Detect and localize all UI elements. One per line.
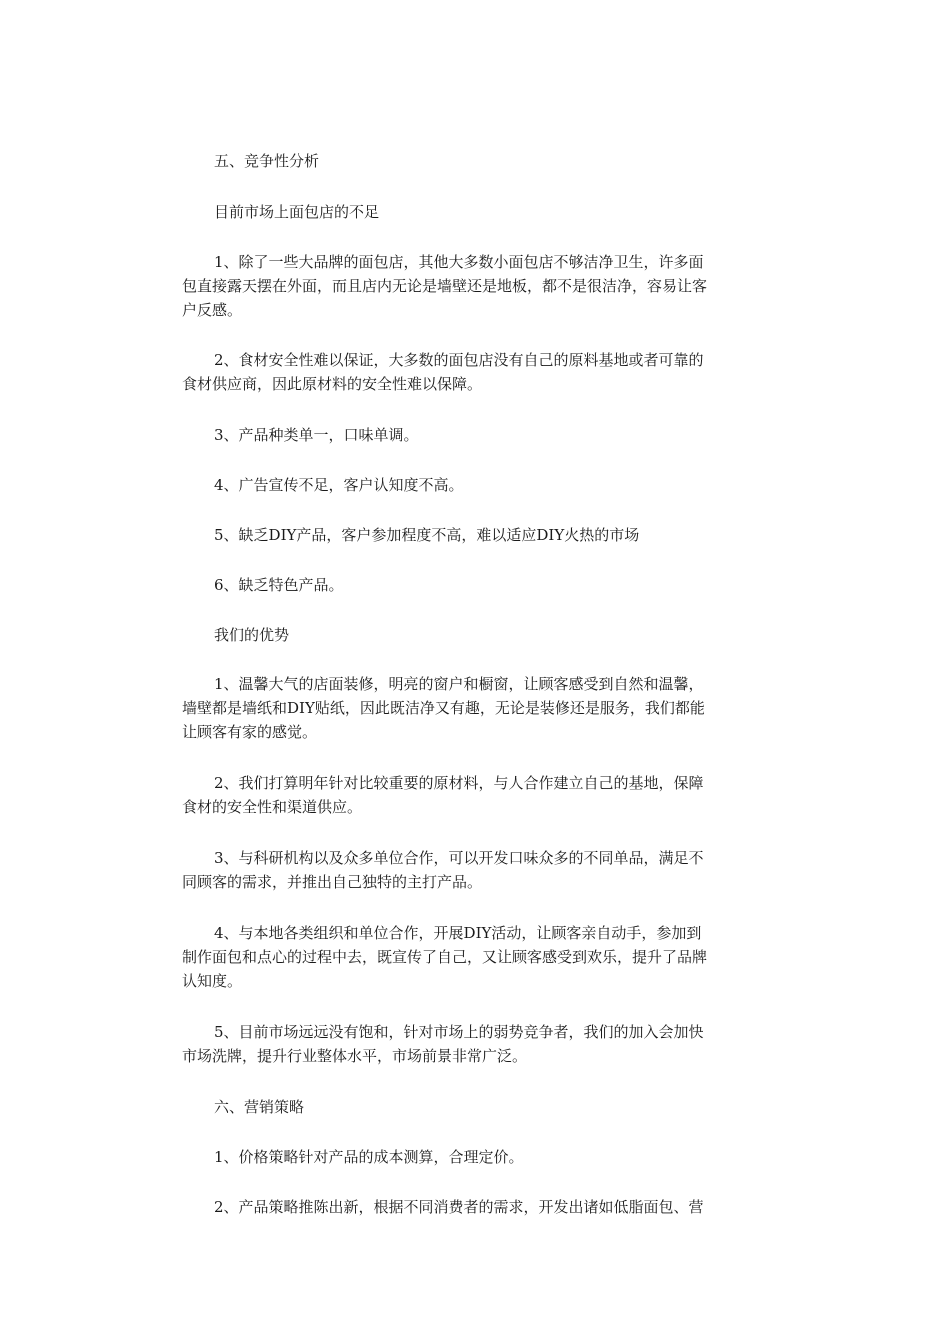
text-line: 3、与科研机构以及众多单位合作，可以开发口味众多的不同单品，满足不	[214, 849, 704, 867]
paragraph-shortcoming-1	[182, 250, 772, 322]
text-line: 墙壁都是墙纸和DIY贴纸，因此既洁净又有趣，无论是装修还是服务，我们都能	[182, 699, 705, 717]
text-line: 认知度。	[182, 972, 243, 990]
subheading-our-advantages	[182, 623, 772, 647]
text-line: 1、除了一些大品牌的面包店，其他大多数小面包店不够洁净卫生，许多面	[214, 253, 704, 271]
paragraph-advantage-4	[182, 921, 772, 993]
paragraph-shortcoming-2	[182, 348, 772, 396]
text-line: 六、营销策略	[214, 1098, 305, 1116]
text-line: 我们的优势	[214, 626, 290, 644]
paragraph-strategy-1	[182, 1145, 772, 1169]
text-line: 4、广告宣传不足，客户认知度不高。	[214, 476, 464, 494]
text-line: 市场洗牌，提升行业整体水平，市场前景非常广泛。	[182, 1047, 528, 1065]
text-line: 五、竞争性分析	[214, 152, 320, 170]
text-line: 3、产品种类单一，口味单调。	[214, 426, 419, 444]
text-line: 让顾客有家的感觉。	[182, 723, 318, 741]
text-line: 1、温馨大气的店面装修，明亮的窗户和橱窗，让顾客感受到自然和温馨，	[214, 675, 704, 693]
text-line: 5、缺乏DIY产品，客户参加程度不高，难以适应DIY火热的市场	[214, 526, 640, 544]
paragraph-shortcoming-3	[182, 423, 772, 447]
paragraph-strategy-2	[182, 1195, 772, 1219]
text-line: 包直接露天摆在外面，而且店内无论是墙壁还是地板，都不是很洁净，容易让客	[182, 277, 708, 295]
section-heading-marketing	[182, 1095, 772, 1119]
text-line: 2、产品策略推陈出新，根据不同消费者的需求，开发出诸如低脂面包、营	[214, 1198, 704, 1216]
paragraph-advantage-1	[182, 672, 772, 744]
text-line: 目前市场上面包店的不足	[214, 203, 380, 221]
paragraph-advantage-5	[182, 1020, 772, 1068]
text-line: 同顾客的需求，并推出自己独特的主打产品。	[182, 873, 483, 891]
text-line: 6、缺乏特色产品。	[214, 576, 344, 594]
paragraph-advantage-3	[182, 846, 772, 894]
text-line: 户反感。	[182, 301, 243, 319]
text-line: 食材的安全性和渠道供应。	[182, 798, 363, 816]
section-heading-competition	[182, 149, 772, 173]
paragraph-shortcoming-5	[182, 523, 772, 547]
paragraph-shortcoming-4	[182, 473, 772, 497]
subheading-market-shortcomings	[182, 200, 772, 224]
text-line: 食材供应商，因此原材料的安全性难以保障。	[182, 375, 483, 393]
paragraph-advantage-2	[182, 771, 772, 819]
text-line: 4、与本地各类组织和单位合作，开展DIY活动，让顾客亲自动手，参加到	[214, 924, 702, 942]
text-line: 制作面包和点心的过程中去，既宣传了自己，又让顾客感受到欢乐，提升了品牌	[182, 948, 708, 966]
text-line: 2、食材安全性难以保证，大多数的面包店没有自己的原料基地或者可靠的	[214, 351, 704, 369]
text-line: 2、我们打算明年针对比较重要的原材料，与人合作建立自己的基地，保障	[214, 774, 704, 792]
text-line: 1、价格策略针对产品的成本测算，合理定价。	[214, 1148, 524, 1166]
text-line: 5、目前市场远远没有饱和，针对市场上的弱势竞争者，我们的加入会加快	[214, 1023, 704, 1041]
paragraph-shortcoming-6	[182, 573, 772, 597]
